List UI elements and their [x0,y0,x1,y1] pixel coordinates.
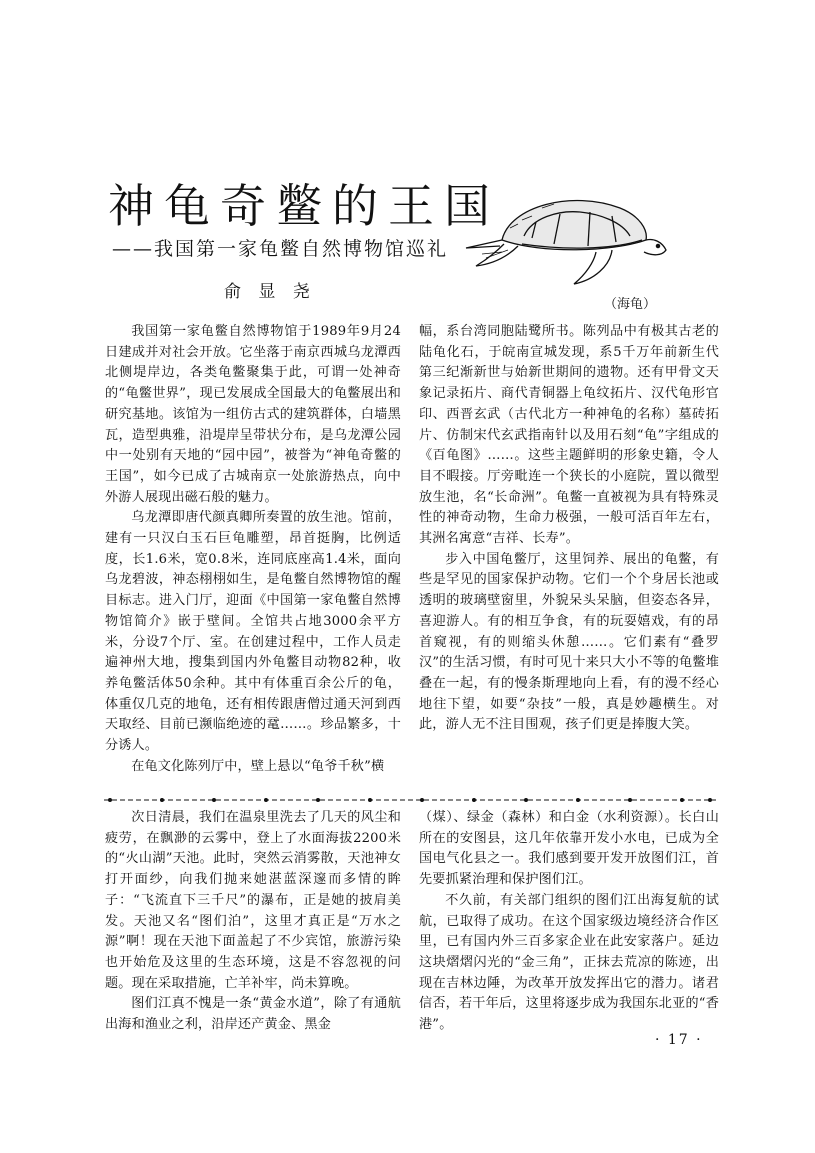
article-subtitle: ——我国第一家龟鳖自然博物馆巡礼 [112,238,449,260]
upper-right-column [419,322,719,736]
figure-caption: （海龟） [604,297,657,312]
paragraph: 图们江真不愧是一条“黄金水道”，除了有通航出海和渔业之利，沿岸还产黄金、黑金 [105,996,401,1033]
ornamental-divider [104,796,716,804]
article-title: 神龟奇鳖的王国 [108,179,500,233]
paragraph: （煤）、绿金（森林）和白金（水利资源）。长白山所在的安图县，这几年依靠开发小水电，已成为全国电气化县之一。我们感到要开发开放图们江，首先要抓紧治理和保护图们江。 [419,810,719,888]
paragraph: 在龟文化陈列厅中，壁上悬以“龟爷千秋”横 [131,758,385,774]
article-author: 俞 显 尧 [224,282,316,302]
paragraph: 次日清晨，我们在温泉里洗去了几天的风尘和疲劳，在飘渺的云雾中，登上了水面海拔2200米的“火山湖”天池。此时，突然云消雾散，天池神女打开面纱，向我们抛来她湛蓝深邃而多情的眸子：“飞流直下三千尺”的瀑布，正是她的披肩美发。天池又名“图们泊”，这里才真正是“万水之源”啊！现在天池下面盖起了不少宾馆，旅游污染也开始危及这里的生态环境，这是不容忽视的问题。现在采取措施，亡羊补牢，尚未算晚。 [105,810,401,991]
sea-turtle-illustration [462,178,670,286]
paragraph: 步入中国龟鳖厅，这里饲养、展出的龟鳖，有些是罕见的国家保护动物。它们一个个身居长池或透明的玻璃壁窗里，外貌呆头呆脑，但姿态各异，喜迎游人。有的相互争食，有的玩耍嬉戏，有的昂首窥视，有的则缩头休憩……。它们素有“叠罗汉”的生活习惯，有时可见十来只大小不等的龟鳖堆叠在一起，有的慢条斯理地向上看，有的漫不经心地往下望，如要“杂技”一般，真是妙趣横生。对此，游人无不注目围观，孩子们更是捧腹大笑。 [419,551,719,733]
paragraph: 我国第一家龟鳖自然博物馆于1989年9月24日建成并对社会开放。它坐落于南京西城乌龙潭西北侧堤岸边，各类龟鳖聚集于此，可谓一处神奇的“龟鳖世界”，现已发展成全国最大的龟鳖展出和研究基地。该馆为一组仿古式的建筑群体，白墙黑瓦，造型典雅，沿堤岸呈带状分布，是乌龙潭公园中一处别有天地的“园中园”，被誉为“神龟奇鳖的王国”，如今已成了古城南京一处旅游热点，向中外游人展现出磁石般的魅力。 [105,324,401,505]
paragraph: 不久前，有关部门组织的图们江出海复航的试航，已取得了成功。在这个国家级边境经济合作区里，已有国内外三百多家企业在此安家落户。延边这块熠熠闪光的“金三角”，正抹去荒凉的陈迹，出现在吉林边陲，为改革开放发挥出它的潜力。诸君信否，若干年后，这里将逐步成为我国东北亚的“香港”。 [419,892,719,1033]
paragraph: 幅，系台湾同胞陆鹭所书。陈列品中有极其古老的陆龟化石，于皖南宣城发现，系5千万年前新生代第三纪渐新世与始新世期间的遗物。还有甲骨文天象记录拓片、商代青铜器上龟纹拓片、汉代龟形官印、西晋玄武（古代北方一种神龟的名称）墓砖拓片、仿制宋代玄武指南针以及用石刻“龟”字组成的《百龟图》……。这些主题鲜明的形象史籍，令人目不暇接。厅旁毗连一个狭长的小庭院，置以微型放生池，名“长命洲”。龟鳖一直被视为具有特殊灵性的神奇动物，生命力极强，一般可活百年左右，其洲名寓意“吉祥、长寿”。 [419,324,719,547]
upper-left-column [105,322,401,777]
lower-left-column [105,808,401,1036]
lower-right-column [419,808,719,1036]
paragraph: 乌龙潭即唐代颜真卿所奏置的放生池。馆前，建有一只汉白玉石巨龟雕塑，昂首挺胸，比例适度，长1.6米，宽0.8米，连同底座高1.4米，面向乌龙碧波，神态栩栩如生，是龟鳖自然博物馆的醒目标志。进入门厅，迎面《中国第一家龟鳖自然博物馆简介》嵌于壁间。全馆共占地3000余平方米，分设7个厅、室。在创建过程中，工作人员走遍神州大地，搜集到国内外龟鳖目动物82种，收养龟鳖活体50余种。其中有体重百余公斤的龟，体重仅几克的地龟，还有相传跟唐僧过通天河到西天取经、目前已濒临绝迹的鼋……。珍品繁多，十分诱人。 [105,510,401,754]
page-number: · 17 · [655,1032,703,1048]
